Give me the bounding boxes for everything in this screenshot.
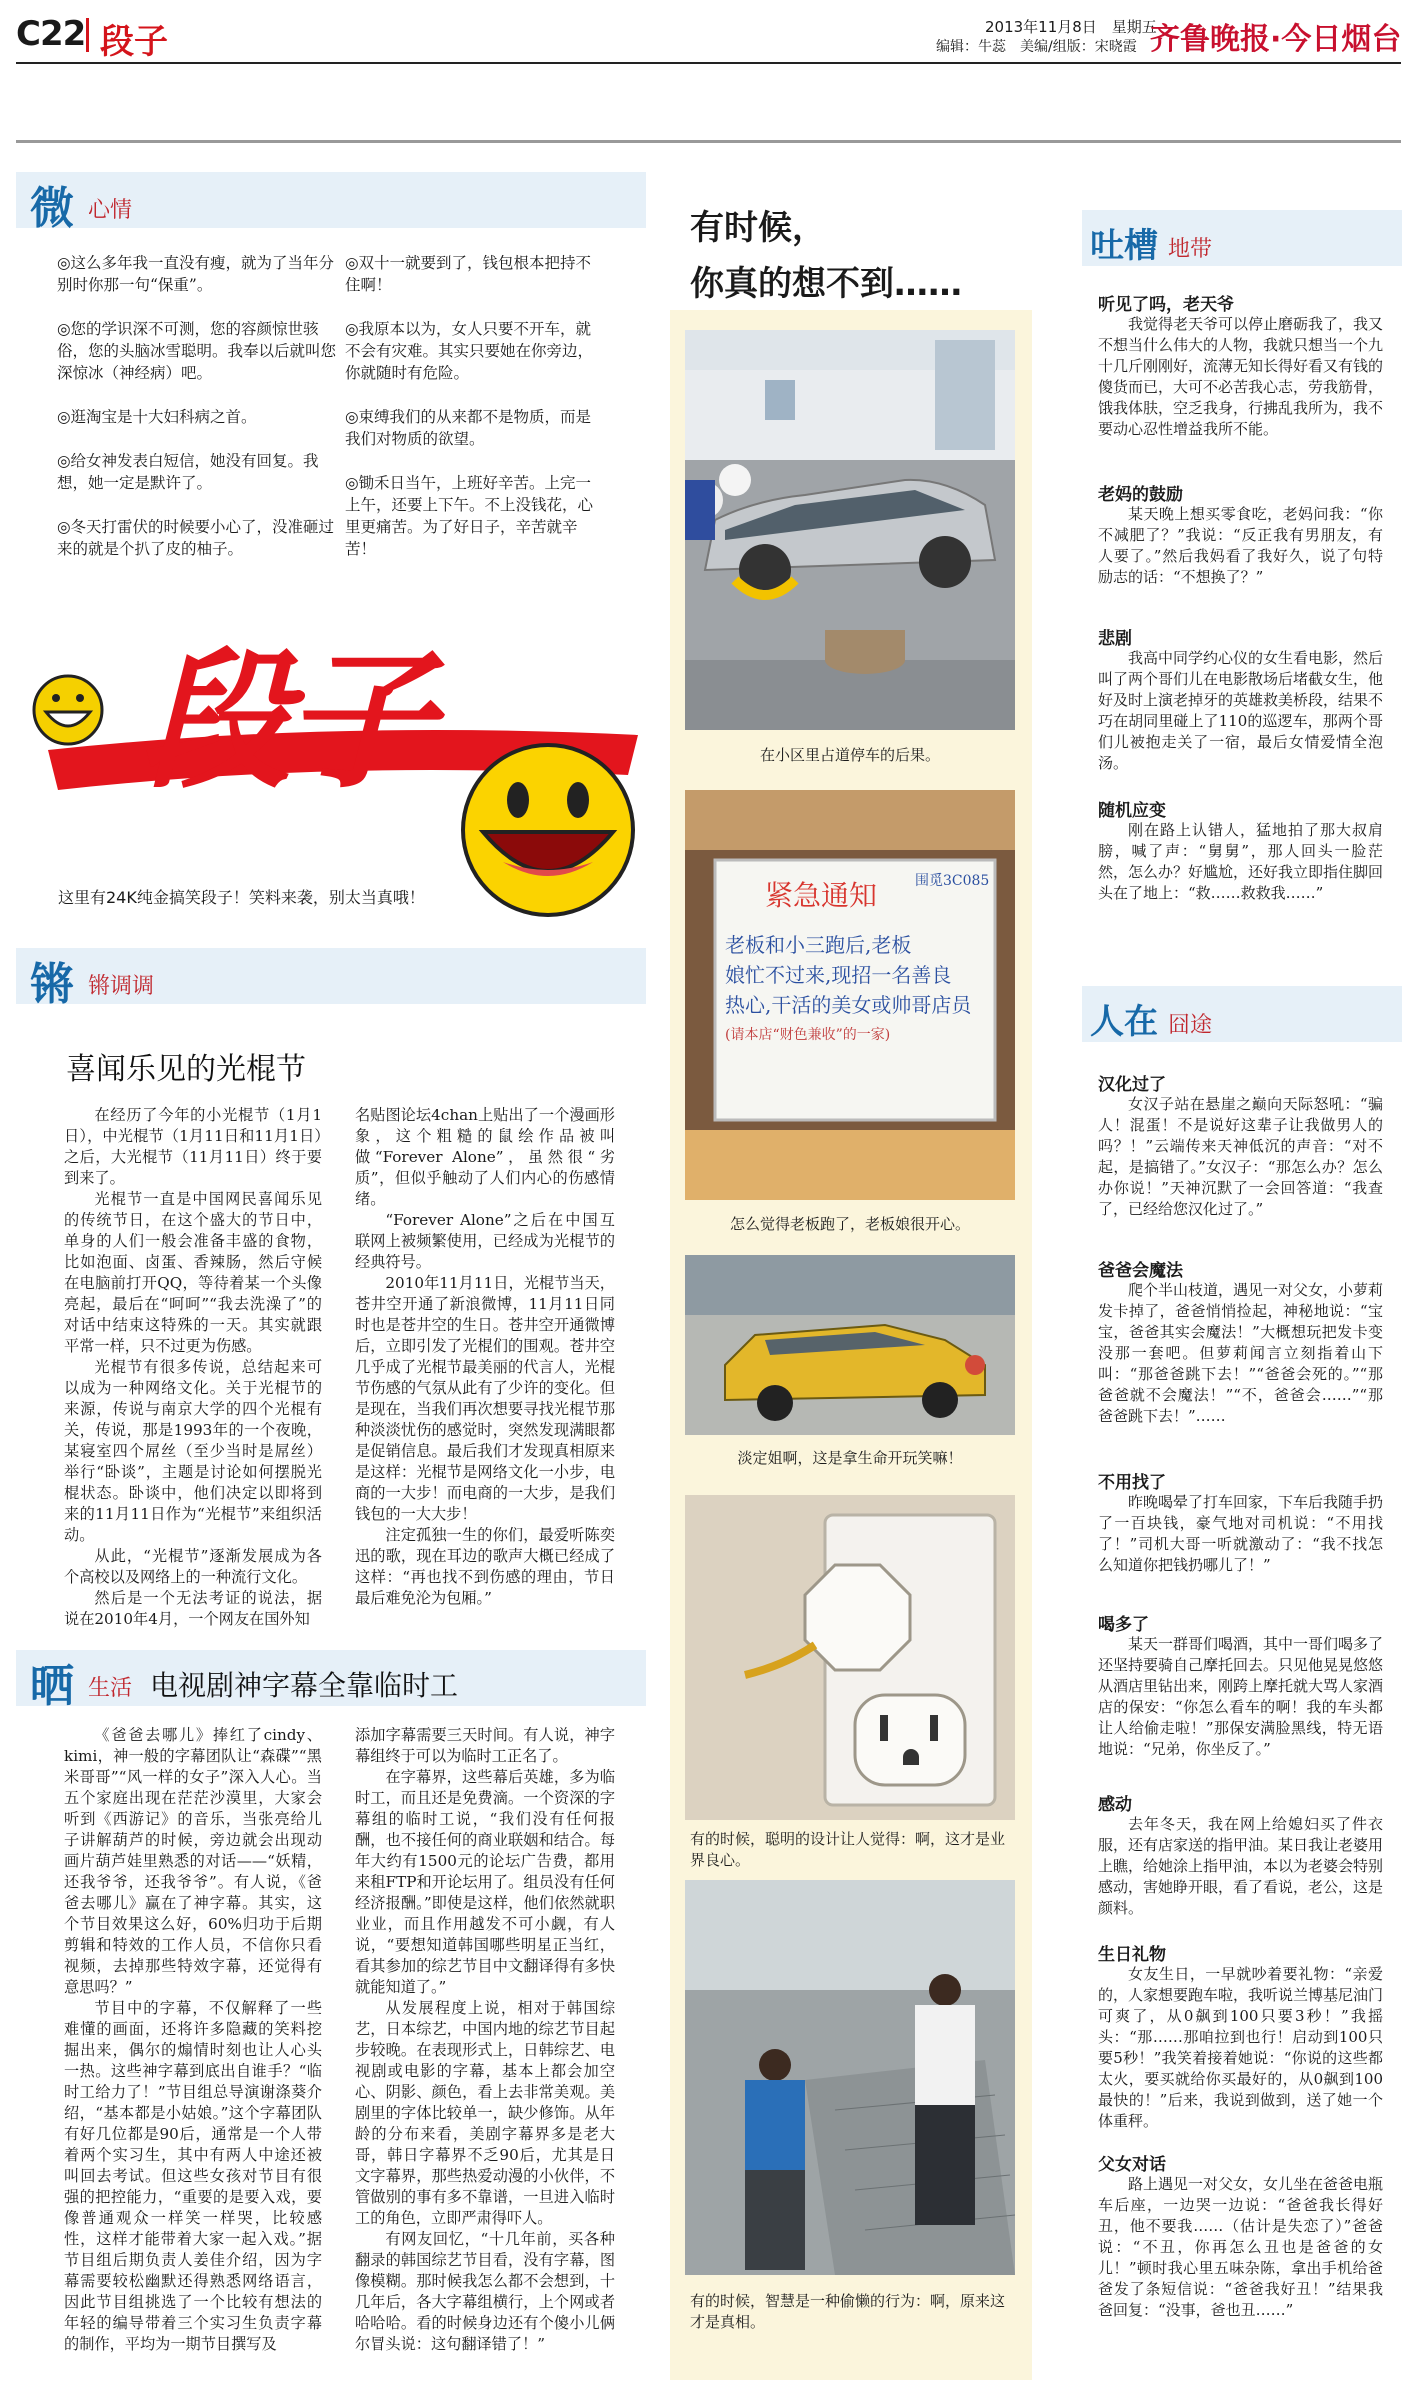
weixinqing-item: ◎双十一就要到了，钱包根本把持不住啊！ xyxy=(345,254,592,294)
renzai-item-title: 不用找了 xyxy=(1098,1473,1166,1493)
section-name: 段子 xyxy=(100,22,168,62)
photo-caption: 有的时候，智慧是一种偷懒的行为：啊，原来这才是真相。 xyxy=(690,2292,1006,2331)
paragraph: 然后是一个无法考证的说法，据说在2010年4月，一个网友在国外知 xyxy=(64,1589,322,1628)
paragraph: 节目中的字幕，不仅解释了一些难懂的画面，还将许多隐藏的笑料挖掘出来，偶尔的煽情时刻也让人心头一热。这些神字幕到底出自谁手？“临时工给力了！”节目组总导演谢涤葵介绍，“基本都是小姑娘。”这个字幕团队有好几位都是90后，通常是一个人带着两个实习生，其中有两人中途还被叫回去考试。但这些女孩对节目有很强的把控能力，“重要的是要入戏，要像普通观众一样笑一样哭，比较感性，这样才能带着大家一起入戏。”据节目组后期负责人姜佳介绍，因为字幕需要较松幽默还得熟悉网络语言，因此节目组挑选了一个比较有想法的年轻的编导带着三个实习生负责字幕的制作，平均为一期节目撰写及 xyxy=(64,1999,322,2353)
paragraph: 有网友回忆，“十几年前，买各种翻录的韩国综艺节目看，没有字幕，图像模糊。那时候我怎么都不会想到，十几年后，各大字幕组横行，上个网或者哈哈哈。看的时候身边还有个傻小儿俩尔冒头说：这句翻译错了！” xyxy=(355,2230,615,2353)
paragraph: 爬个半山枝道，遇见一对父女，小萝莉发卡掉了，爸爸悄悄捡起，神秘地说：“宝宝，爸爸其实会魔法！”大概想玩把发卡变没那一套吧。但萝莉闻言立刻指着山下叫：“那爸爸跳下去！”“爸爸会死的。”“那爸爸就不会魔法！”“不，爸爸会……”“那爸爸跳下去！”…… xyxy=(1098,1281,1384,1425)
photo-caption: 怎么觉得老板跑了，老板娘很开心。 xyxy=(729,1215,970,1233)
paragraph: 注定孤独一生的你们，最爱听陈奕迅的歌，现在耳边的歌声大概已经成了这样：“再也找不到伤感的理由，节日最后难免沦为包厢。” xyxy=(355,1526,615,1607)
paragraph: 2010年11月11日，光棍节当天，苍井空开通了新浪微博，11月11日同时也是苍井空的生日。苍井空开通微博后，立即引发了光棍们的围观。苍井空几乎成了光棍节最美丽的代言人，光棍节伤感的气氛从此有了少许的变化。但是现在，当我们再次想要寻找光棍节那种淡淡忧伤的感觉时，突然发现满眼都是促销信息。最后我们才发现真相原来是这样：光棍节是网络文化一小步，电商的一大步！而电商的一大步，是我们钱包的一大大步！ xyxy=(355,1274,615,1523)
paragraph: 《爸爸去哪儿》捧红了cindy、kimi，神一般的字幕团队让“森碟”“黑米哥哥”“风一样的女子”深入人心。当五个家庭出现在茫茫沙漠里，大家会听到《西游记》的音乐，当张亮给儿子讲解葫芦的时候，旁边就会出现动画片葫芦娃里熟悉的对话——“妖精，还我爷爷，还我爷爷”。有人说，《爸爸去哪儿》赢在了神字幕。其实，这个节目效果这么好，60%归功于后期剪辑和特效的工作人员，不信你只看视频，去掉那些特效字幕，还觉得有意思吗？” xyxy=(64,1726,322,1996)
qiaodiaodiao-heading-char: 锵 xyxy=(30,959,74,1010)
workers-illustration xyxy=(685,1880,1015,2275)
center-title-line2: 你真的想不到…… xyxy=(690,264,962,304)
renzai-item-title: 感动 xyxy=(1098,1795,1132,1815)
paragraph: 我觉得老天爷可以停止磨砺我了，我又不想当什么伟大的人物，我就只想当一个九十几斤刚刚好，流薄无知长得好看又有钱的傻货而已，大可不必苦我心志，劳我筋骨，饿我体肤，空乏我身，行拂乱我所为，我不要动心忍性增益我所不能。 xyxy=(1098,315,1384,438)
tucao-item-title: 老妈的鼓励 xyxy=(1098,485,1183,505)
logo-tagline: 这里有24K纯金搞笑段子！笑料来袭，别太当真哦！ xyxy=(58,888,425,907)
photo-caption: 淡定姐啊，这是拿生命开玩笑嘛！ xyxy=(737,1449,963,1467)
weixinqing-item: ◎您的学识深不可测，您的容颜惊世骇俗，您的头脑冰雪聪明。我奉以后就叫您深惊冰（神经病）吧。 xyxy=(57,320,337,382)
paragraph: “Forever Alone”之后在中国互联网上被频繁使用，已经成为光棍节的经典符号。 xyxy=(355,1211,615,1271)
paragraph: 光棍节一直是中国网民喜闻乐见的传统节日，在这个盛大的节日中，单身的人们一般会准备丰盛的食物，比如泡面、卤蛋、香辣肠，然后守候在电脑前打开QQ，等待着某一个头像亮起，最后在“呵呵”“我去洗澡了”的对话中结束这特殊的一天。其实就跟平常一样，只不过更为伤感。 xyxy=(64,1190,322,1355)
notice-title: 紧急通知 xyxy=(765,879,878,912)
shaishenghuo-col1 xyxy=(64,1725,322,2355)
paragraph: 添加字幕需要三天时间。有人说，神字幕组终于可以为临时工正名了。 xyxy=(355,1726,615,1765)
header-divider xyxy=(86,18,89,52)
renzai-item-title: 喝多了 xyxy=(1098,1615,1149,1635)
paragraph: 去年冬天，我在网上给媳妇买了件衣服，还有店家送的指甲油。某日我让老婆用上瞧，给她涂上指甲油，本以为老婆会特别感动，害她睁开眼，看了看说，老公，这是颜料。 xyxy=(1098,1815,1384,1917)
weixinqing-item: ◎给女神发表白短信，她没有回复。我想，她一定是默许了。 xyxy=(57,452,319,492)
renzai-item-body xyxy=(1098,1094,1383,1220)
weixinqing-left-column xyxy=(57,252,342,582)
taxi-illustration xyxy=(685,1255,1015,1435)
weixinqing-item: ◎束缚我们的从来都不是物质，而是我们对物质的欲望。 xyxy=(345,408,592,448)
notice-line: 热心,干活的美女或帅哥店员 xyxy=(725,993,972,1017)
qiaodiaodiao-col1 xyxy=(64,1105,322,1630)
page-number: C22 xyxy=(16,14,86,54)
paragraph: 名贴图论坛4chan上贴出了一个漫画形象，这个粗糙的鼠绘作品被叫做“Forever Alone”，虽然很“劣质”，但似乎触动了人们内心的伤感情绪。 xyxy=(355,1106,615,1208)
paragraph: 昨晚喝晕了打车回家，下车后我随手扔了一百块钱，豪气地对司机说：“不用找了！”司机大哥一听就激动了：“我不找怎么知道你把钱扔哪儿了！” xyxy=(1098,1493,1384,1574)
shaishenghuo-heading-rest: 生活 xyxy=(88,1676,133,1701)
weixinqing-item: ◎锄禾日当午，上班好辛苦。上完一上午，还要上下午。不上没钱花，心里更痛苦。为了好日子，辛苦就辛苦！ xyxy=(345,474,594,558)
notice-text xyxy=(725,930,995,1050)
notice-line: 老板和小三跑后,老板 xyxy=(725,933,912,957)
center-title-line1: 有时候， xyxy=(690,208,826,248)
paragraph: 光棍节有很多传说，总结起来可以成为一种网络文化。关于光棍节的来源，传说与南京大学的四个光棍有关，传说，那是1993年的一个夜晚，某寝室四个屌丝（至少当时是屌丝）举行“卧谈”，主题是讨论如何摆脱光棍状态。卧谈中，他们决定以即将到来的11月11日作为“光棍节”来组织活动。 xyxy=(64,1358,322,1544)
renzai-item-body xyxy=(1098,1280,1383,1427)
paragraph: 刚在路上认错人，猛地拍了那大叔肩膀，喊了声：“舅舅”，那人回头一脸茫然，怎么办？好尴尬，还好我立即指住脚回头在了地上：“救……救救我……” xyxy=(1098,821,1384,902)
header-rule xyxy=(16,62,1401,64)
outlet-illustration xyxy=(685,1495,1015,1820)
renzai-item-title: 生日礼物 xyxy=(1098,1945,1166,1965)
parked-car-illustration xyxy=(685,330,1015,730)
qiaodiaodiao-title: 喜闻乐见的光棍节 xyxy=(66,1052,306,1087)
paragraph: 在经历了今年的小光棍节（1月1日），中光棍节（1月11日和11月1日）之后，大光棍节（11月11日）终于要到来了。 xyxy=(64,1106,322,1187)
renzai-heading-rest: 囧途 xyxy=(1168,1013,1213,1038)
renzai-item-body xyxy=(1098,1492,1383,1576)
tucao-item-body xyxy=(1098,314,1383,440)
renzai-item-body xyxy=(1098,1634,1383,1760)
weixinqing-item: ◎这么多年我一直没有瘦，就为了当年分别时你那一句“保重”。 xyxy=(57,254,335,294)
photo-notice xyxy=(685,790,1015,1200)
masthead: 齐鲁晚报·今日烟台 xyxy=(1150,22,1402,57)
paragraph: 路上遇见一对父女，女儿坐在爸爸电瓶车后座，一边哭一边说：“爸爸我长得好丑，他不要我……（估计是失恋了）”爸爸说：“不丑，你再怎么丑也是爸爸的女儿！”顿时我心里五味杂陈，拿出手机给爸爸发了条短信说：“爸爸我好丑！”结果我爸回复：“没事，爸也丑……” xyxy=(1098,2175,1384,2319)
tucao-heading-char: 吐槽 xyxy=(1090,226,1158,266)
tucao-item-body xyxy=(1098,504,1383,588)
tucao-heading-rest: 地带 xyxy=(1168,237,1213,262)
editors-line: 编辑：牛蕊 美编/组版：宋晓霞 xyxy=(936,39,1137,55)
tucao-item-body xyxy=(1098,820,1383,904)
renzai-item-body xyxy=(1098,2174,1383,2321)
logo-title: 段子 xyxy=(140,635,429,809)
notice-line: 娘忙不过来,现招一名善良 xyxy=(725,963,952,987)
tucao-item-body xyxy=(1098,648,1383,774)
small-smiley-icon xyxy=(34,676,102,744)
renzai-heading-char: 人在 xyxy=(1090,1002,1158,1042)
renzai-item-body xyxy=(1098,1964,1383,2132)
photo-caption: 有的时候，聪明的设计让人觉得：啊，这才是业界良心。 xyxy=(690,1830,1006,1869)
photo-workers xyxy=(685,1880,1015,2275)
weixinqing-item: ◎我原本以为，女人只要不开车，就不会有灾难。其实只要她在你旁边，你就随时有危险。 xyxy=(345,320,594,382)
notice-line: (请本店“财色兼收”的一家) xyxy=(725,1027,891,1043)
notice-tag: 围觅3C085 xyxy=(915,873,990,889)
shaishenghuo-heading-char: 晒 xyxy=(30,1661,74,1712)
weixinqing-item: ◎逛淘宝是十大妇科病之首。 xyxy=(57,408,257,426)
paragraph: 从此，“光棍节”逐渐发展成为各个高校以及网络上的一种流行文化。 xyxy=(64,1547,322,1586)
photo-parked-car xyxy=(685,330,1015,730)
weixinqing-right-column xyxy=(345,252,595,582)
big-smiley-icon xyxy=(463,745,633,915)
renzai-item-title: 爸爸会魔法 xyxy=(1098,1261,1183,1281)
photo-taxi xyxy=(685,1255,1015,1435)
paragraph: 在字幕界，这些幕后英雄，多为临时工，而且还是免费滴。一个资深的字幕组的临时工说，“我们没有任何报酬，也不接任何的商业联姻和结合。每年大约有1500元的论坛广告费，都用来租FTP和开论坛用了。组员没有任何经济报酬。”即使是这样，他们依然就职业业，而且作用越发不可小觑，有人说，“要想知道韩国哪些明星正当红，看其参加的综艺节目中文翻译得有多快就能知道了。” xyxy=(355,1768,615,1996)
paragraph: 从发展程度上说，相对于韩国综艺，日本综艺，中国内地的综艺节目起步较晚。在表现形式上，日韩综艺、电视剧或电影的字幕，基本上都会加空心、阴影、颜色，看上去非常美观。美剧里的字体比较单一，缺少修饰。从年龄的分布来看，美剧字幕界多是老大哥，韩日字幕界不乏90后，尤其是日文字幕界，那些热爱动漫的小伙伴，不管做别的事有多不靠谱，一旦进入临时工的角色，立即严肃得吓人。 xyxy=(355,1999,615,2227)
qiaodiaodiao-col2 xyxy=(355,1105,615,1609)
paragraph: 女友生日，一早就吵着要礼物：“亲爱的，人家想要跑车啦，我听说兰博基尼油门可爽了，从0飙到100只要3秒！”我摇头：“那……那咱拉到也行！启动到100只要5秒！”我笑着接着她说：“你说的这些都太火，要买就给你买最好的，从0飙到100最快的！”后来，我说到做到，送了她一个体重秤。 xyxy=(1098,1965,1384,2130)
renzai-item-body xyxy=(1098,1814,1383,1919)
shaishenghuo-title: 电视剧神字幕全靠临时工 xyxy=(150,1669,459,1702)
photo-caption: 在小区里占道停车的后果。 xyxy=(759,746,940,764)
weixinqing-item: ◎冬天打雷伏的时候要小心了，没准砸过来的就是个扒了皮的柚子。 xyxy=(57,518,335,558)
photo-outlet xyxy=(685,1495,1015,1820)
renzai-item-title: 汉化过了 xyxy=(1098,1075,1166,1095)
qiaodiaodiao-heading-rest: 锵调调 xyxy=(88,974,155,999)
paragraph: 某天一群哥们喝酒，其中一哥们喝多了还坚持要骑自己摩托回去。只见他晃晃悠悠从酒店里钻出来，刚跨上摩托就大骂人家酒店的保安：“你怎么看车的啊！我的车头都让人给偷走啦！”那保安满脸黑线，特无语地说：“兄弟，你坐反了。” xyxy=(1098,1635,1384,1758)
shaishenghuo-col2 xyxy=(355,1725,615,2355)
paragraph: 我高中同学约心仪的女生看电影，然后叫了两个哥们儿在电影散场后堵截女生，他好及时上演老掉牙的英雄救美桥段，结果不巧在胡同里碰上了110的巡逻车，那两个哥们儿被抱走关了一宿，最后女情爱情全泡汤。 xyxy=(1098,649,1384,772)
top-rule xyxy=(16,140,1401,143)
paragraph: 某天晚上想买零食吃，老妈问我：“你不减肥了？”我说：“反正我有男朋友，有人要了。”然后我妈看了我好久，说了句特励志的话：“不想换了？” xyxy=(1098,505,1383,586)
weixinqing-heading-rest: 心情 xyxy=(88,198,133,223)
tucao-item-title: 悲剧 xyxy=(1098,629,1132,649)
weixinqing-heading-char: 微 xyxy=(30,183,74,234)
tucao-item-title: 随机应变 xyxy=(1098,801,1166,821)
paragraph: 女汉子站在悬崖之巅向天际怒吼：“骗人！混蛋！不是说好这辈子让我做男人的吗？！”云端传来天神低沉的声音：“对不起，是搞错了。”女汉子：“那怎么办？怎么办你说！”天神沉默了一会回答道：“我查了，已经给您汉化过了。” xyxy=(1098,1095,1383,1218)
date-line: 2013年11月8日 星期五 xyxy=(985,18,1157,36)
renzai-item-title: 父女对话 xyxy=(1098,2155,1166,2175)
tucao-item-title: 听见了吗，老天爷 xyxy=(1098,295,1234,315)
